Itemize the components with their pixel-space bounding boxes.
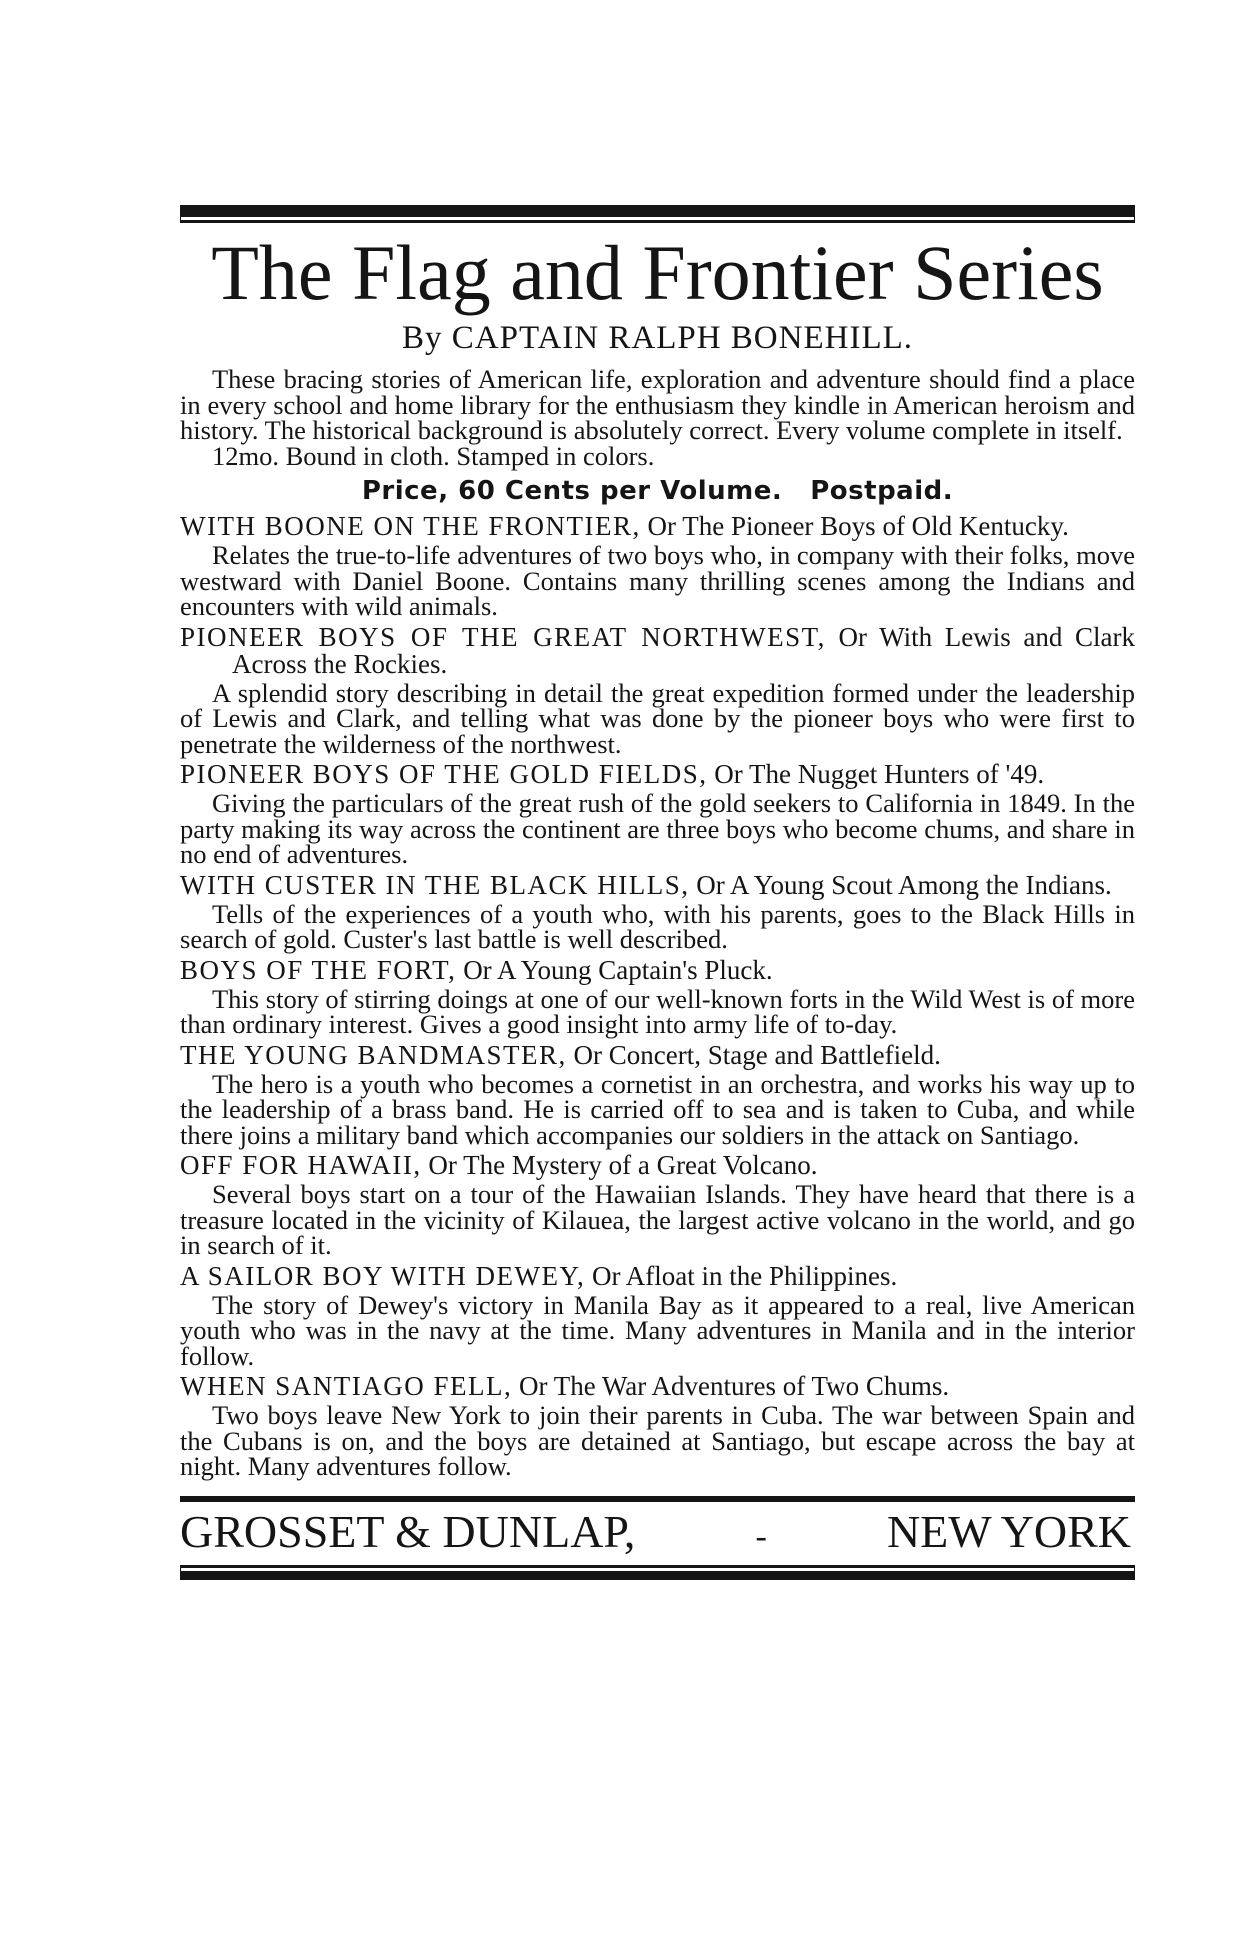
book-entry xyxy=(180,1373,1135,1480)
book-entry xyxy=(180,621,1135,759)
book-heading xyxy=(180,869,1135,900)
book-description: Giving the particulars of the great rush of the gold seekers to California in 1849. In the party making its way across the continent are three boys who become chums, and share in no end of adventures. xyxy=(180,788,1135,869)
book-title: OFF FOR HAWAII, xyxy=(180,1150,422,1180)
price-line xyxy=(180,473,1135,509)
postpaid-label: Postpaid. xyxy=(810,476,954,506)
book-heading xyxy=(180,1152,1135,1179)
book-heading xyxy=(180,761,1135,788)
publisher-name: GROSSET & DUNLAP, xyxy=(180,1505,636,1557)
book-subtitle: Or Afloat in the Philippines. xyxy=(591,1260,898,1291)
book-subtitle: Or With Lewis and Clark Across the Rockies. xyxy=(232,621,1135,679)
book-description: This story of stirring doings at one of our well-known forts in the Wild West is of more than ordinary interest. Gives a good insight into army life of to-day. xyxy=(180,983,1135,1039)
book-description: Relates the true-to-life adventures of two boys who, in company with their folks, move westward with Daniel Boone. Contains many thrilling scenes among the Indians and encounters with wild animals. xyxy=(180,540,1135,621)
book-description: Tells of the experiences of a youth who, with his parents, goes to the Black Hills in search of gold. Custer's last battle is well described. xyxy=(180,898,1135,954)
book-title: THE YOUNG BANDMASTER, xyxy=(180,1039,567,1070)
book-entry xyxy=(180,954,1135,1039)
book-entry xyxy=(180,1152,1135,1259)
book-subtitle: Or A Young Scout Among the Indians. xyxy=(696,869,1112,900)
book-entry xyxy=(180,1260,1135,1371)
book-description: A splendid story describing in detail the great expedition formed under the leadership of Lewis and Clark, and telling what was done by the pioneer boys who were first to penetrate the wilderness of the northwest. xyxy=(180,677,1135,759)
book-title: BOYS OF THE FORT, xyxy=(180,954,457,985)
price-label: Price, 60 Cents per Volume. xyxy=(361,476,783,506)
book-title: WITH CUSTER IN THE BLACK HILLS, xyxy=(180,869,690,900)
publisher-separator: - xyxy=(755,1517,767,1555)
top-rule xyxy=(180,205,1135,217)
book-heading xyxy=(180,1039,1135,1070)
format-line: 12mo. Bound in cloth. Stamped in colors. xyxy=(212,440,655,471)
book-subtitle: Or The War Adventures of Two Chums. xyxy=(518,1371,950,1401)
book-subtitle: Or Concert, Stage and Battlefield. xyxy=(573,1039,941,1070)
publisher-city: NEW YORK xyxy=(886,1505,1131,1557)
book-heading xyxy=(180,954,1135,985)
advertisement-page xyxy=(180,205,1135,1580)
book-title: WITH BOONE ON THE FRONTIER, xyxy=(180,511,641,541)
publisher-block xyxy=(180,1496,1135,1580)
book-title: A SAILOR BOY WITH DEWEY, xyxy=(180,1260,586,1291)
book-description: The story of Dewey's victory in Manila Bay as it appeared to a real, live American youth who was in the navy at the time. Many adventures in Manila and in the interior follow. xyxy=(180,1289,1135,1371)
book-title: PIONEER BOYS OF THE GOLD FIELDS, xyxy=(180,759,708,789)
book-entry xyxy=(180,513,1135,620)
publisher-line xyxy=(180,1502,1135,1565)
book-heading xyxy=(180,513,1135,540)
book-heading xyxy=(180,1373,1135,1400)
book-subtitle: Or A Young Captain's Pluck. xyxy=(463,954,773,985)
author-byline: By CAPTAIN RALPH BONEHILL. xyxy=(401,320,914,356)
book-entry xyxy=(180,1039,1135,1150)
book-subtitle: Or The Mystery of a Great Volcano. xyxy=(428,1150,818,1180)
book-subtitle: Or The Pioneer Boys of Old Kentucky. xyxy=(647,511,1069,541)
series-title: The Flag and Frontier Series xyxy=(211,229,1104,316)
book-heading xyxy=(180,1260,1135,1291)
book-entry xyxy=(180,761,1135,868)
bottom-rule xyxy=(180,1571,1135,1580)
book-description: The hero is a youth who becomes a cornetist in an orchestra, and works his way up to the leadership of a brass band. He is carried off to sea and is taken to Cuba, and while there joins a military band which accompanies our soldiers in the attack on Santiago. xyxy=(180,1068,1135,1150)
book-entry xyxy=(180,869,1135,954)
book-title: WHEN SANTIAGO FELL, xyxy=(180,1371,513,1401)
book-subtitle: Or The Nugget Hunters of '49. xyxy=(714,759,1045,789)
series-intro: These bracing stories of American life, exploration and adventure should find a place in every school and home library for the enthusiasm they kindle in American heroism and history. The historical background is absolutely correct. Every volume complete in itself. xyxy=(180,364,1135,445)
book-title: PIONEER BOYS OF THE GREAT NORTHWEST, xyxy=(180,621,826,652)
book-description: Two boys leave New York to join their parents in Cuba. The war between Spain and the Cubans is on, and the boys are detained at Santiago, but escape across the bay at night. Many adventures follow. xyxy=(180,1400,1135,1481)
book-description: Several boys start on a tour of the Hawaiian Islands. They have heard that there is a treasure located in the vicinity of Kilauea, the largest active volcano in the world, and go in search of it. xyxy=(180,1179,1135,1260)
book-heading xyxy=(180,621,1135,679)
